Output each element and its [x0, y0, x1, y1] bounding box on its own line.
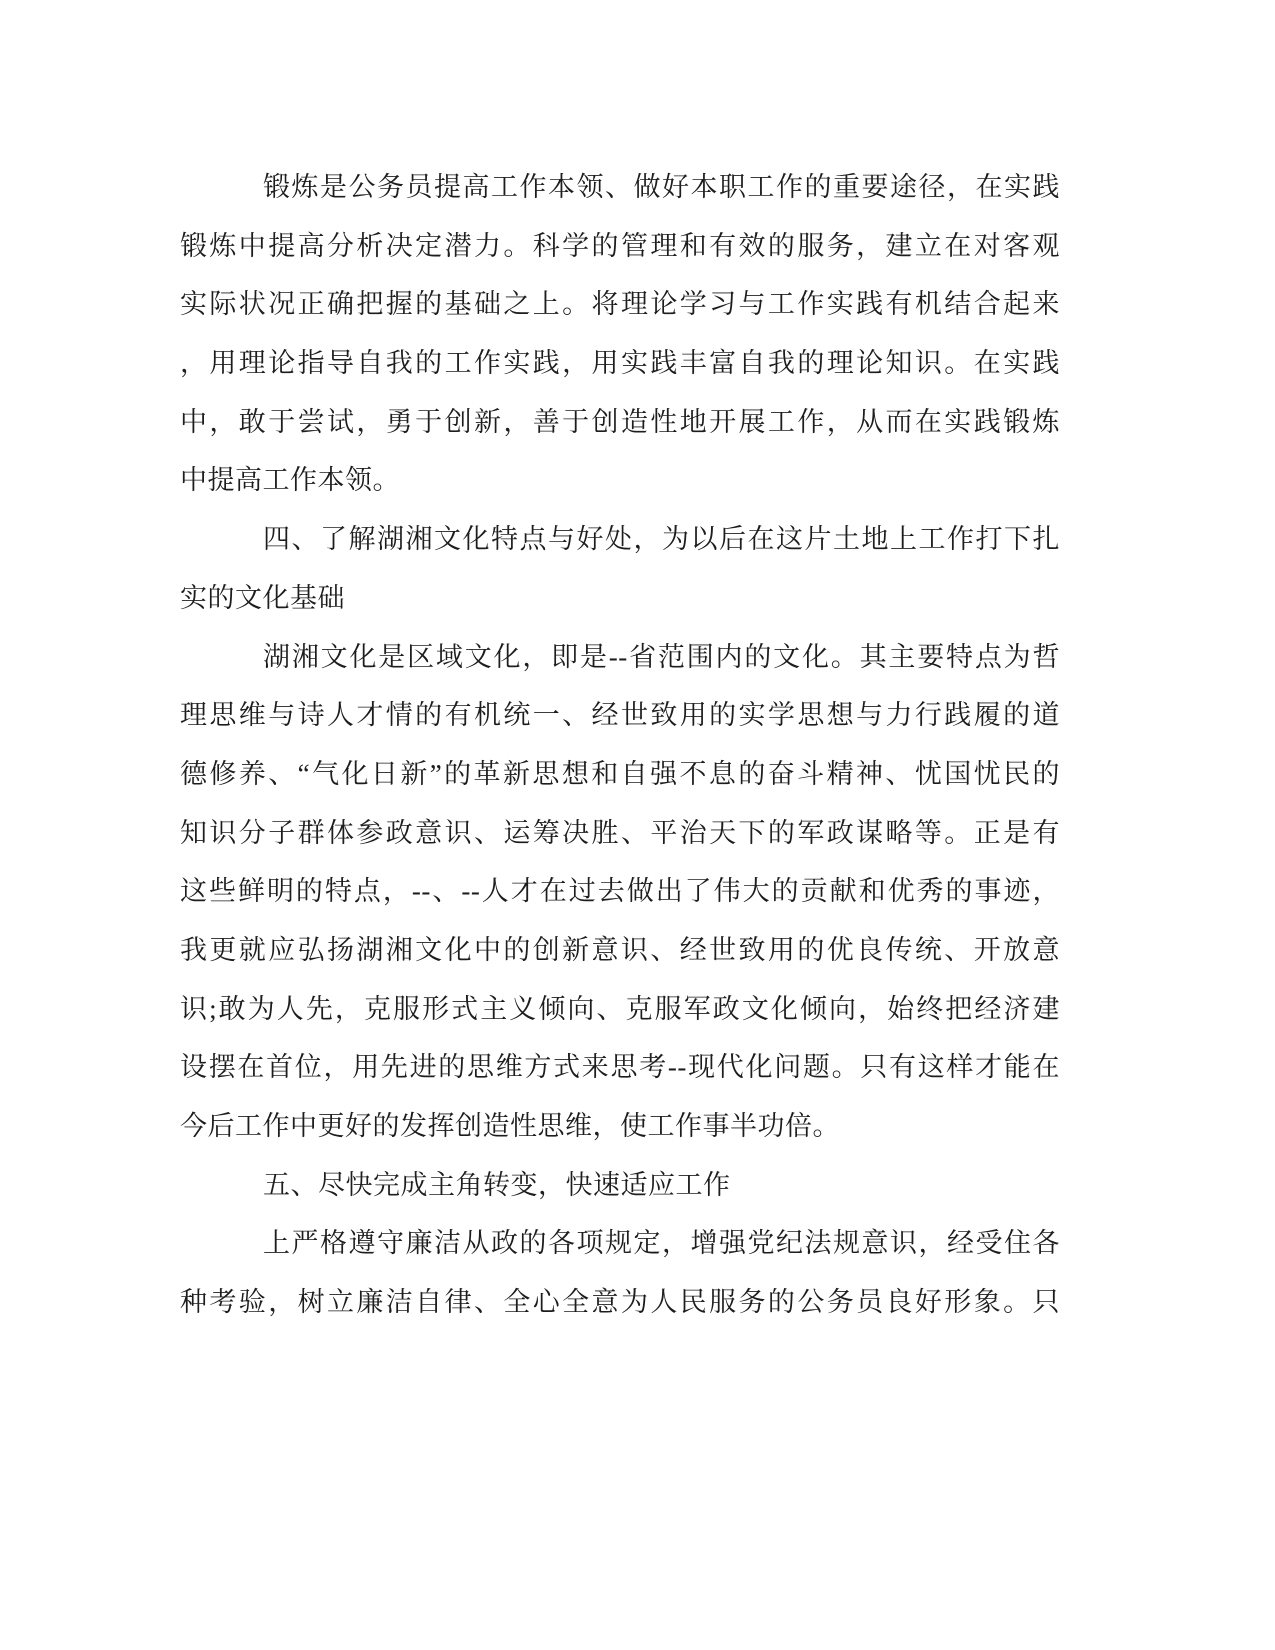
- section-heading: 四、了解湖湘文化特点与好处，为以后在这片土地上工作打下扎: [263, 524, 1060, 555]
- text-line: 今后工作中更好的发挥创造性思维，使工作事半功倍。: [180, 1111, 840, 1141]
- text-line: 这些鲜明的特点，--、--人才在过去做出了伟大的贡献和优秀的事迹，: [180, 876, 1060, 907]
- text-line: 锻炼中提高分析决定潜力。科学的管理和有效的服务，建立在对客观: [180, 230, 1060, 261]
- text-line: 湖湘文化是区域文化，即是--省范围内的文化。其主要特点为哲: [263, 641, 1060, 672]
- text-line: 我更就应弘扬湖湘文化中的创新意识、经世致用的优良传统、开放意: [180, 934, 1060, 965]
- text-line: 理思维与诗人才情的有机统一、经世致用的实学思想与力行践履的道: [180, 700, 1060, 731]
- text-line: 实际状况正确把握的基础之上。将理论学习与工作实践有机结合起来: [180, 289, 1060, 320]
- text-line: 知识分子群体参政意识、运筹决胜、平治天下的军政谋略等。正是有: [180, 817, 1060, 848]
- text-line: ，用理论指导自我的工作实践，用实践丰富自我的理论知识。在实践: [180, 348, 1060, 379]
- text-line: 设摆在首位，用先进的思维方式来思考--现代化问题。只有这样才能在: [180, 1052, 1060, 1083]
- text-line: 识;敢为人先，克服形式主义倾向、克服军政文化倾向，始终把经济建: [180, 993, 1060, 1024]
- section-heading: 五、尽快完成主角转变，快速适应工作: [263, 1169, 731, 1200]
- text-body: [180, 158, 1060, 1332]
- text-line: 锻炼是公务员提高工作本领、做好本职工作的重要途径，在实践: [263, 172, 1060, 202]
- text-line: 种考验，树立廉洁自律、全心全意为人民服务的公务员良好形象。只: [180, 1287, 1060, 1318]
- text-line: 中，敢于尝试，勇于创新，善于创造性地开展工作，从而在实践锻炼: [180, 406, 1060, 437]
- text-line: 中提高工作本领。: [180, 465, 400, 496]
- text-line: 上严格遵守廉洁从政的各项规定，增强党纪法规意识，经受住各: [263, 1228, 1060, 1259]
- text-line: 德修养、“气化日新”的革新思想和自强不息的奋斗精神、忧国忧民的: [180, 758, 1060, 789]
- section-heading: 实的文化基础: [180, 582, 345, 613]
